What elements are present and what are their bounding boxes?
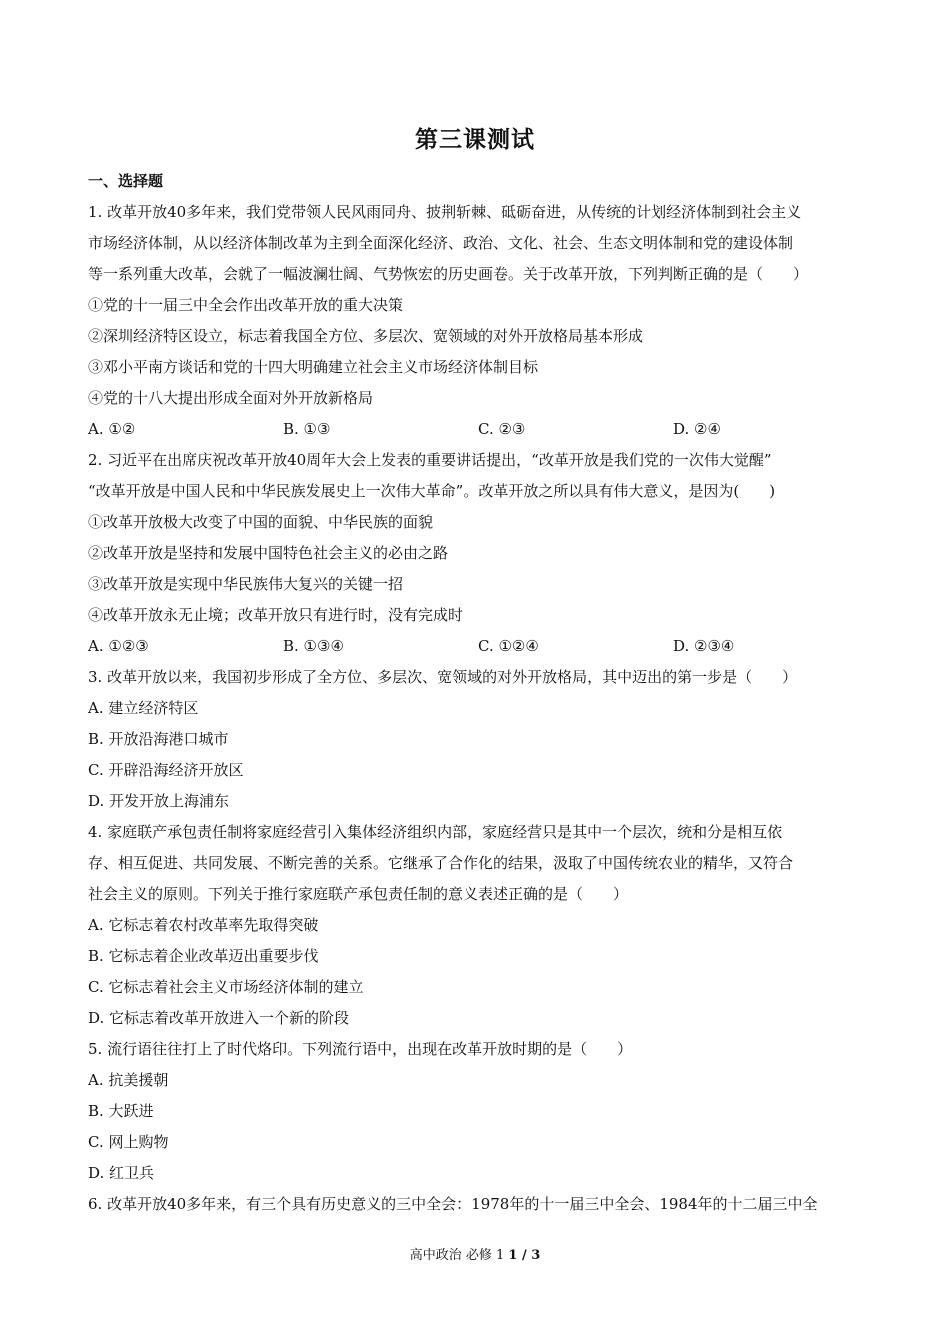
- question-line: 5. 流行语往往打上了时代烙印。下列流行语中，出现在改革开放时期的是（ ）: [88, 1040, 633, 1058]
- question-line: 4. 家庭联产承包责任制将家庭经营引入集体经济组织内部，家庭经营只是其中一个层次，统和分是相互依: [88, 823, 783, 841]
- page-footer: [0, 1246, 950, 1266]
- question-line: 等一系列重大改革，会就了一幅波澜壮阔、气势恢宏的历史画卷。关于改革开放，下列判断正确的是（ ）: [88, 265, 809, 283]
- option-c: C. ②③: [478, 420, 526, 438]
- option-b: B. 它标志着企业改革迈出重要步伐: [88, 947, 319, 965]
- document-title: 第三课测试: [415, 126, 535, 153]
- option-d: D. 它标志着改革开放进入一个新的阶段: [88, 1009, 350, 1027]
- option-c: C. 它标志着社会主义市场经济体制的建立: [88, 978, 364, 996]
- answer-options: [88, 414, 868, 445]
- option-a: A. 它标志着农村改革率先取得突破: [88, 916, 319, 934]
- option-c: C. 网上购物: [88, 1133, 169, 1151]
- statement-line: ④党的十八大提出形成全面对外开放新格局: [88, 389, 374, 407]
- option-d: D. 红卫兵: [88, 1164, 155, 1182]
- option-d: D. 开发开放上海浦东: [88, 792, 230, 810]
- question-line: 2. 习近平在出席庆祝改革开放40周年大会上发表的重要讲话提出，“改革开放是我们党的一次伟大觉醒”: [88, 451, 772, 469]
- question-content: [88, 166, 868, 1220]
- statement-line: ④改革开放永无止境；改革开放只有进行时，没有完成时: [88, 606, 464, 624]
- option-b: B. 大跃进: [88, 1102, 154, 1120]
- question-4: [88, 817, 868, 1034]
- footer-subject: 高中政治 必修 1: [409, 1248, 509, 1263]
- option-a: A. 建立经济特区: [88, 699, 199, 717]
- answer-options: [88, 631, 868, 662]
- question-line: 市场经济体制，从以经济体制改革为主到全面深化经济、政治、文化、社会、生态文明体制和党的建设体制: [88, 234, 794, 252]
- statement-line: ②深圳经济特区设立，标志着我国全方位、多层次、宽领域的对外开放格局基本形成: [88, 327, 644, 345]
- question-1: [88, 197, 868, 445]
- option-b: B. ①③④: [283, 637, 344, 655]
- question-line: 社会主义的原则。下列关于推行家庭联产承包责任制的意义表述正确的是（ ）: [88, 885, 629, 903]
- question-line: 6. 改革开放40多年来，有三个具有历史意义的三中全会：1978年的十一届三中全会、1984年的十二届三中全: [88, 1195, 818, 1213]
- option-c: C. ①②④: [478, 637, 539, 655]
- option-d: D. ②③④: [673, 637, 735, 655]
- page-number: 1 / 3: [508, 1248, 541, 1263]
- option-a: A. ①②③: [88, 637, 149, 655]
- question-3: [88, 662, 868, 817]
- question-line: “改革开放是中国人民和中华民族发展史上一次伟大革命”。改革开放之所以具有伟大意义，是因为( ): [88, 482, 776, 500]
- question-line: 3. 改革开放以来，我国初步形成了全方位、多层次、宽领域的对外开放格局，其中迈出的第一步是（ ）: [88, 668, 798, 686]
- question-2: [88, 445, 868, 662]
- statement-line: ③改革开放是实现中华民族伟大复兴的关键一招: [88, 575, 404, 593]
- section-heading: 一、选择题: [88, 172, 164, 190]
- statement-line: ①党的十一届三中全会作出改革开放的重大决策: [88, 296, 404, 314]
- question-6: [88, 1189, 868, 1220]
- statement-line: ①改革开放极大改变了中国的面貌、中华民族的面貌: [88, 513, 434, 531]
- option-b: B. ①③: [283, 420, 331, 438]
- option-d: D. ②④: [673, 420, 721, 438]
- statement-line: ③邓小平南方谈话和党的十四大明确建立社会主义市场经济体制目标: [88, 358, 539, 376]
- question-5: [88, 1034, 868, 1189]
- option-b: B. 开放沿海港口城市: [88, 730, 229, 748]
- option-c: C. 开辟沿海经济开放区: [88, 761, 244, 779]
- question-line: 存、相互促进、共同发展、不断完善的关系。它继承了合作化的结果，汲取了中国传统农业的精华，又符合: [88, 854, 794, 872]
- question-line: 1. 改革开放40多年来，我们党带领人民风雨同舟、披荆斩棘、砥砺奋进，从传统的计划经济体制到社会主义: [88, 203, 802, 221]
- option-a: A. 抗美援朝: [88, 1071, 169, 1089]
- statement-line: ②改革开放是坚持和发展中国特色社会主义的必由之路: [88, 544, 449, 562]
- option-a: A. ①②: [88, 420, 136, 438]
